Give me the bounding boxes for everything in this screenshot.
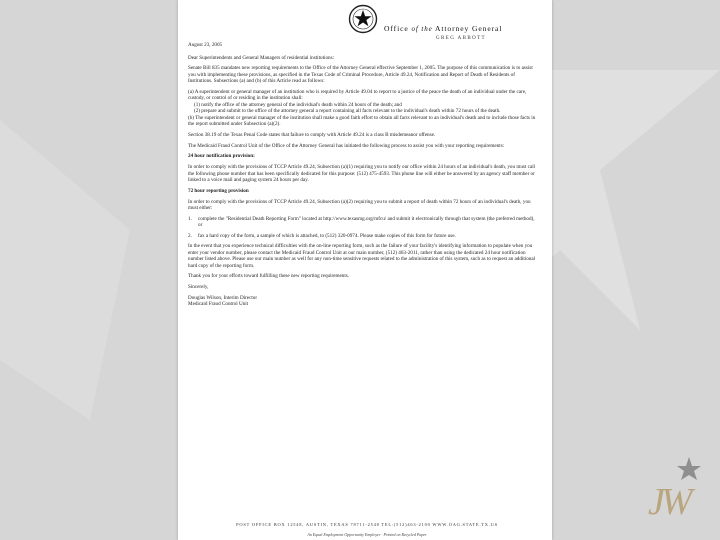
signature-unit: Medicaid Fraud Control Unit (188, 301, 249, 308)
paragraph: (b) The superintendent or general manager of the institution shall make a good faith effort to obtain all facts relevant to an individual's death and to include those facts in the report submitted under Subsection (a)(2). (188, 114, 536, 128)
closing: Sincerely, (188, 284, 209, 291)
list-item: (2) prepare and submit to the office of the attorney general a report containing all facts relevant to the individual's death within 72 hours of the death. (194, 108, 501, 115)
paragraph: Thank you for your efforts toward fulfilling these new reporting requirements. (188, 273, 350, 280)
salutation: Dear Superintendents and General Managers of residential institutions: (188, 54, 335, 61)
paragraph: In order to comply with the provisions of TCCP Article 49.24, Subsection (a)(2) requiring you to submit a report of death within 72 hours of an individual's death, you must either: (188, 198, 531, 211)
paragraph: In order to comply with the provisions of TCCP Article 49.24, Subsection (a)(1) requiring you to notify our office within 24 hours of an individual's death, you must call the following phone number that has been specifically dedicated for this purpose: (512) 475-4593. This phone line will either be answered by an agency staff member or linked to a voice mail and paging system 24 hours per day. (188, 164, 536, 184)
paragraph: In the event that you experience technical difficulties with the on-line reporting form, such as the failure of your facility's identifying information to populate when you enter your vendor number, please contact the Medicaid Fraud Control Unit at our main number, (512) 463-2011, rather than using the dedicated 24 hour notification number listed above. Please use our main number as well for any non-time sensitive requests related to the administration of this system, such as to request an additional hard copy of the reporting form. (188, 243, 536, 269)
signature-name: Douglas Wilson, Interim Director (188, 294, 258, 301)
section-heading: 72 hour reporting provision (188, 187, 249, 194)
letter-page (178, 0, 552, 540)
list-item: (1) notify the office of the attorney general of the individual's death within 24 hours of the death; and (194, 101, 402, 108)
list-item: 2. fax a hard copy of the form, a sample of which is attached, to (512) 320-0974. Please make copies of this form for future use. (188, 232, 456, 239)
brand-logo: JW (648, 481, 689, 523)
letter-footer-note: An Equal Employment Opportunity Employer · Printed on Recycled Paper (307, 532, 427, 537)
letter-body (188, 42, 536, 312)
letter-date: August 23, 2005 (188, 42, 223, 48)
list-item: 1. complete the "Residential Death Reporting Form" located at http://www.texasmg.org/mfcu/ and submit it electronically through that system (the preferred method), or (188, 215, 535, 229)
statute-list (194, 102, 536, 115)
state-seal-icon (348, 4, 378, 39)
paragraph: Senate Bill 835 mandates new reporting requirements to the Office of the Attorney General effective September 1, 2005. The purpose of this communication is to assist you with implementing these provisions, as specified in the Texas Code of Criminal Procedure, Article 49.24, Notification and Report of Death of Residents of Institutions. Subsections (a) and (b) of this Article read as follows: (188, 65, 533, 85)
paragraph: (a) A superintendent or general manager of an institution who is required by Article 49.04 to report to a justice of the peace the death of an individual under the care, custody, or control of or residing in the institution shall: (188, 88, 527, 102)
letterhead-title: Office of the Attorney General (384, 24, 503, 33)
section-heading: 24 hour notification provision: (188, 153, 255, 160)
paragraph: The Medicaid Fraud Control Unit of the Office of the Attorney General has initiated the following process to assist you with your reporting requirements: (188, 142, 505, 149)
paragraph: Section 38.19 of the Texas Penal Code states that failure to comply with Article 49.24 is a class B misdemeanor offense. (188, 132, 436, 139)
letterhead-name: GREG ABBOTT (436, 36, 486, 41)
letter-footer: POST OFFICE BOX 12548, AUSTIN, TEXAS 78711-2548 TEL:(512)463-2100 WWW.OAG.STATE.TX.US (236, 522, 498, 527)
